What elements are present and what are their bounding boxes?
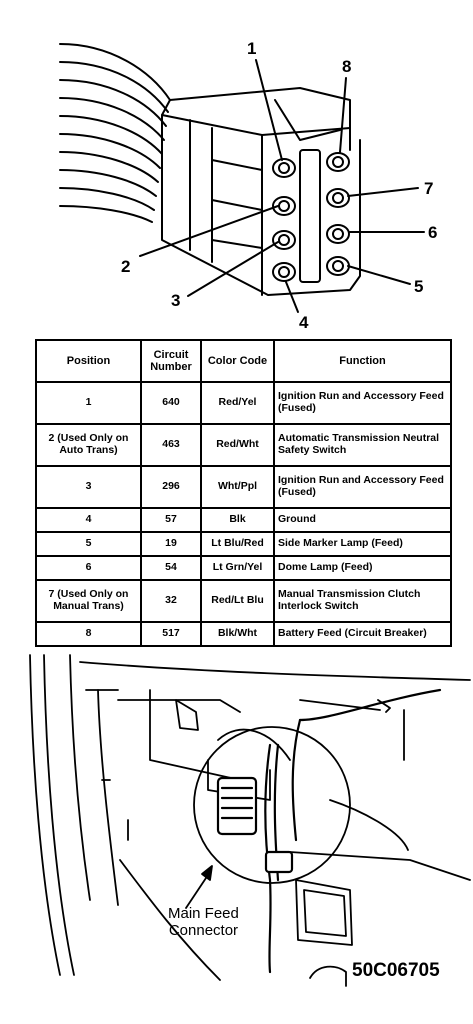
cell-function: Ignition Run and Accessory Feed (Fused) <box>274 382 451 424</box>
main-feed-connector-label <box>168 906 239 940</box>
pin-label: 5 <box>414 277 424 296</box>
cell-function: Manual Transmission Clutch Interlock Switch <box>274 580 451 622</box>
cell-circuit: 57 <box>141 508 201 532</box>
cell-circuit: 32 <box>141 580 201 622</box>
cell-circuit: 19 <box>141 532 201 556</box>
wiring-harness <box>218 690 440 972</box>
table-row <box>36 580 451 622</box>
pin-label: 4 <box>299 313 309 332</box>
table-row <box>36 466 451 508</box>
header-function: Function <box>274 340 451 382</box>
header-color-code: Color Code <box>201 340 274 382</box>
cell-function: Ground <box>274 508 451 532</box>
cell-position: 7 (Used Only on Manual Trans) <box>36 580 141 622</box>
cell-position: 6 <box>36 556 141 580</box>
cell-color: Wht/Ppl <box>201 466 274 508</box>
pin-label: 2 <box>121 257 131 276</box>
cell-circuit: 54 <box>141 556 201 580</box>
floor-area <box>102 780 470 980</box>
cell-color: Red/Yel <box>201 382 274 424</box>
table-row <box>36 622 451 646</box>
callout-line2: Connector <box>168 921 239 939</box>
cell-color: Lt Blu/Red <box>201 532 274 556</box>
pin-table-container <box>35 339 452 647</box>
table-row <box>36 532 451 556</box>
cell-function: Side Marker Lamp (Feed) <box>274 532 451 556</box>
cell-color: Red/Wht <box>201 424 274 466</box>
cell-circuit: 463 <box>141 424 201 466</box>
table-row <box>36 508 451 532</box>
cell-position: 4 <box>36 508 141 532</box>
connector-illustration <box>0 0 473 335</box>
callout-line1: Main Feed <box>168 905 239 922</box>
pin-label: 3 <box>171 291 181 310</box>
cell-circuit: 517 <box>141 622 201 646</box>
table-row <box>36 424 451 466</box>
cell-color: Red/Lt Blu <box>201 580 274 622</box>
cell-color: Blk/Wht <box>201 622 274 646</box>
cell-circuit: 296 <box>141 466 201 508</box>
cell-circuit: 640 <box>141 382 201 424</box>
pin-label: 8 <box>342 57 352 76</box>
cell-color: Lt Grn/Yel <box>201 556 274 580</box>
figure-id: 50C06705 <box>352 960 440 981</box>
cell-position: 3 <box>36 466 141 508</box>
cell-color: Blk <box>201 508 274 532</box>
table-row <box>36 556 451 580</box>
callout-arrow <box>186 866 212 908</box>
table-row <box>36 382 451 424</box>
cell-position: 2 (Used Only on Auto Trans) <box>36 424 141 466</box>
cell-position: 5 <box>36 532 141 556</box>
header-circuit-number: Circuit Number <box>141 340 201 382</box>
pin-label: 6 <box>428 223 438 242</box>
table-header-row <box>36 340 451 382</box>
cell-function: Ignition Run and Accessory Feed (Fused) <box>274 466 451 508</box>
wire-bundle <box>60 44 170 222</box>
door-pillar <box>30 655 118 975</box>
seat-edge <box>310 967 346 986</box>
cell-function: Battery Feed (Circuit Breaker) <box>274 622 451 646</box>
pin-leader-lines <box>140 60 424 312</box>
cell-position: 1 <box>36 382 141 424</box>
header-position: Position <box>36 340 141 382</box>
cell-function: Dome Lamp (Feed) <box>274 556 451 580</box>
cell-position: 8 <box>36 622 141 646</box>
pin-label: 1 <box>247 39 257 58</box>
cell-function: Automatic Transmission Neutral Safety Switch <box>274 424 451 466</box>
pin-label: 7 <box>424 179 434 198</box>
pin-table <box>35 339 452 647</box>
